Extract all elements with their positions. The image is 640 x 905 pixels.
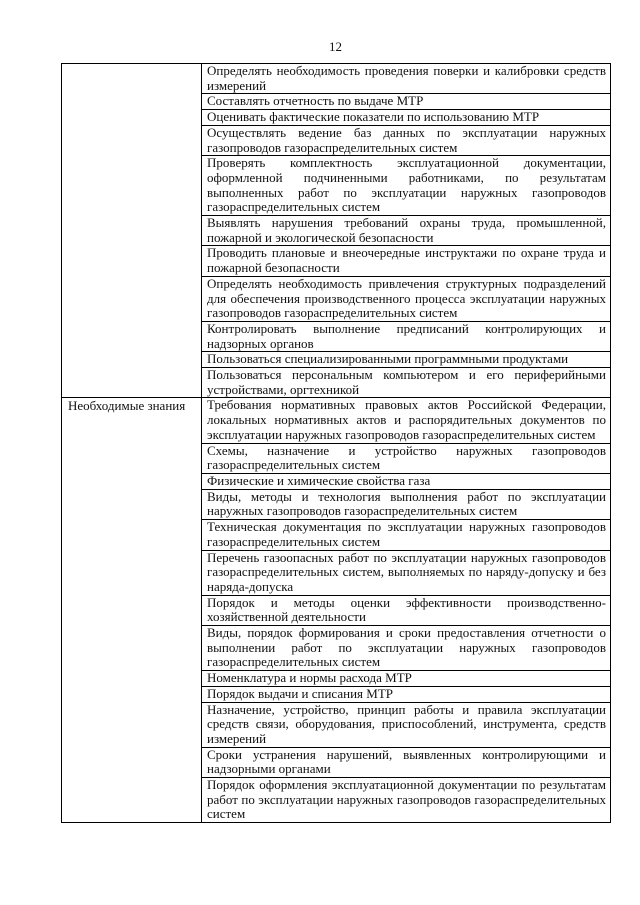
- table-cell: [202, 473, 611, 489]
- cell-text-line: хозяйственной деятельности: [207, 609, 366, 625]
- cell-text-line: пожарной и экологической безопасности: [207, 229, 434, 245]
- section-label-cell: [62, 398, 202, 823]
- table-row: [62, 64, 611, 94]
- cell-text-line: Пользоваться специализированными программными продуктами: [207, 351, 569, 367]
- table-cell: [202, 489, 611, 519]
- table-cell: [202, 321, 611, 351]
- cell-text-line: газораспределительных систем, выполняемых по наряду-допуску и без: [207, 564, 606, 580]
- cell-text-line: систем: [207, 806, 246, 822]
- table-cell: [202, 747, 611, 777]
- cell-text-line: средств связи, оборудования, приспособлений, инструмента, средств: [207, 716, 606, 732]
- cell-text-line: Контролировать выполнение предписаний контролирующих и: [207, 320, 606, 336]
- table-cell: [202, 702, 611, 747]
- cell-text-line: Перечень газоопасных работ по эксплуатации наружных газопроводов: [207, 549, 606, 565]
- cell-text-line: наружных газопроводов газораспределительных систем: [207, 503, 518, 519]
- cell-text-line: Пользоваться персональным компьютером и его периферийными: [207, 367, 606, 383]
- cell-text-line: Порядок оформления эксплуатационной документации по результатам: [207, 777, 606, 793]
- cell-text-line: Порядок выдачи и списания МТР: [207, 685, 393, 701]
- cell-text-line: измерений: [207, 77, 267, 93]
- cell-text-line: газопроводов газораспределительных систем: [207, 305, 458, 321]
- cell-text-line: работ по эксплуатации наружных газопроводов газораспределительных: [207, 791, 606, 807]
- cell-text-line: Порядок и методы оценки эффективности производственно-: [207, 594, 606, 610]
- table-cell: [202, 125, 611, 155]
- cell-text-line: Назначение, устройство, принцип работы и правила эксплуатации: [207, 701, 606, 717]
- cell-text-line: Оценивать фактические показатели по использованию МТР: [207, 109, 540, 125]
- page-number: 12: [329, 39, 342, 54]
- section-label-cell-empty: [62, 64, 202, 398]
- table-cell: [202, 216, 611, 246]
- competency-table: [61, 63, 611, 823]
- table-cell: [202, 368, 611, 398]
- cell-text-line: устройствами, оргтехникой: [207, 381, 360, 397]
- cell-text-line: газораспределительных систем: [207, 457, 381, 473]
- cell-text-line: наряда-допуска: [207, 578, 294, 594]
- cell-text-line: Определять необходимость проведения поверки и калибровки средств: [207, 63, 606, 78]
- cell-text-line: измерений: [207, 730, 267, 746]
- cell-text-line: Требования нормативных правовых актов Российской Федерации,: [207, 397, 606, 413]
- cell-text-line: Физические и химические свойства газа: [207, 472, 431, 488]
- table-cell: [202, 398, 611, 443]
- table-cell: [202, 443, 611, 473]
- cell-text-line: газораспределительных систем: [207, 533, 381, 549]
- table-cell: [202, 246, 611, 276]
- section-label: Необходимые знания: [68, 398, 186, 414]
- table-cell: [202, 352, 611, 368]
- cell-text-line: Осуществлять ведение баз данных по эксплуатации наружных: [207, 124, 606, 140]
- table-cell: [202, 94, 611, 110]
- cell-text-line: выполнении работ по эксплуатации наружных газопроводов: [207, 639, 606, 655]
- cell-text-line: газораспределительных систем: [207, 654, 381, 670]
- table-cell: [202, 276, 611, 321]
- table-cell: [202, 626, 611, 671]
- cell-text-line: выполненных работ по эксплуатации наружных газопроводов: [207, 184, 606, 200]
- cell-text-line: Техническая документация по эксплуатации наружных газопроводов: [207, 519, 606, 535]
- table-cell: [202, 156, 611, 216]
- cell-text-line: Выявлять нарушения требований охраны труда, промышленной,: [207, 215, 606, 231]
- table-cell: [202, 778, 611, 823]
- cell-text-line: газопроводов газораспределительных систем: [207, 139, 458, 155]
- cell-text-line: надзорными органами: [207, 761, 331, 777]
- table-cell: [202, 671, 611, 687]
- cell-text-line: пожарной безопасности: [207, 260, 340, 276]
- table-row: [62, 398, 611, 443]
- cell-text-line: Проверять комплектность эксплуатационной документации,: [207, 155, 606, 171]
- table-body: [62, 64, 611, 823]
- cell-text-line: Проводить плановые и внеочередные инструктажи по охране труда и: [207, 245, 606, 261]
- cell-text-line: газораспределительных систем: [207, 199, 381, 215]
- cell-text-line: локальных нормативных актов и распорядительных документов по: [207, 412, 606, 428]
- cell-text-line: надзорных органов: [207, 335, 314, 351]
- table-cell: [202, 595, 611, 625]
- cell-text-line: Составлять отчетность по выдаче МТР: [207, 93, 424, 109]
- cell-text-line: Виды, порядок формирования и сроки предоставления отчетности о: [207, 625, 606, 641]
- cell-text-line: для обеспечения производственного процесса эксплуатации наружных: [207, 290, 606, 306]
- table-cell: [202, 520, 611, 550]
- cell-text-line: Номенклатура и нормы расхода МТР: [207, 670, 412, 686]
- cell-text-line: Виды, методы и технология выполнения работ по эксплуатации: [207, 488, 606, 504]
- table-cell: [202, 64, 611, 94]
- cell-text-line: эксплуатации наружных газопроводов газораспределительных систем: [207, 426, 596, 442]
- table-cell: [202, 110, 611, 126]
- cell-text-line: Определять необходимость привлечения структурных подразделений: [207, 275, 606, 291]
- cell-text-line: Сроки устранения нарушений, выявленных контролирующими и: [207, 746, 606, 762]
- table-cell: [202, 686, 611, 702]
- table-cell: [202, 550, 611, 595]
- cell-text-line: оформленной подчиненными работниками, по результатам: [207, 169, 606, 185]
- cell-text-line: Схемы, назначение и устройство наружных газопроводов: [207, 442, 606, 458]
